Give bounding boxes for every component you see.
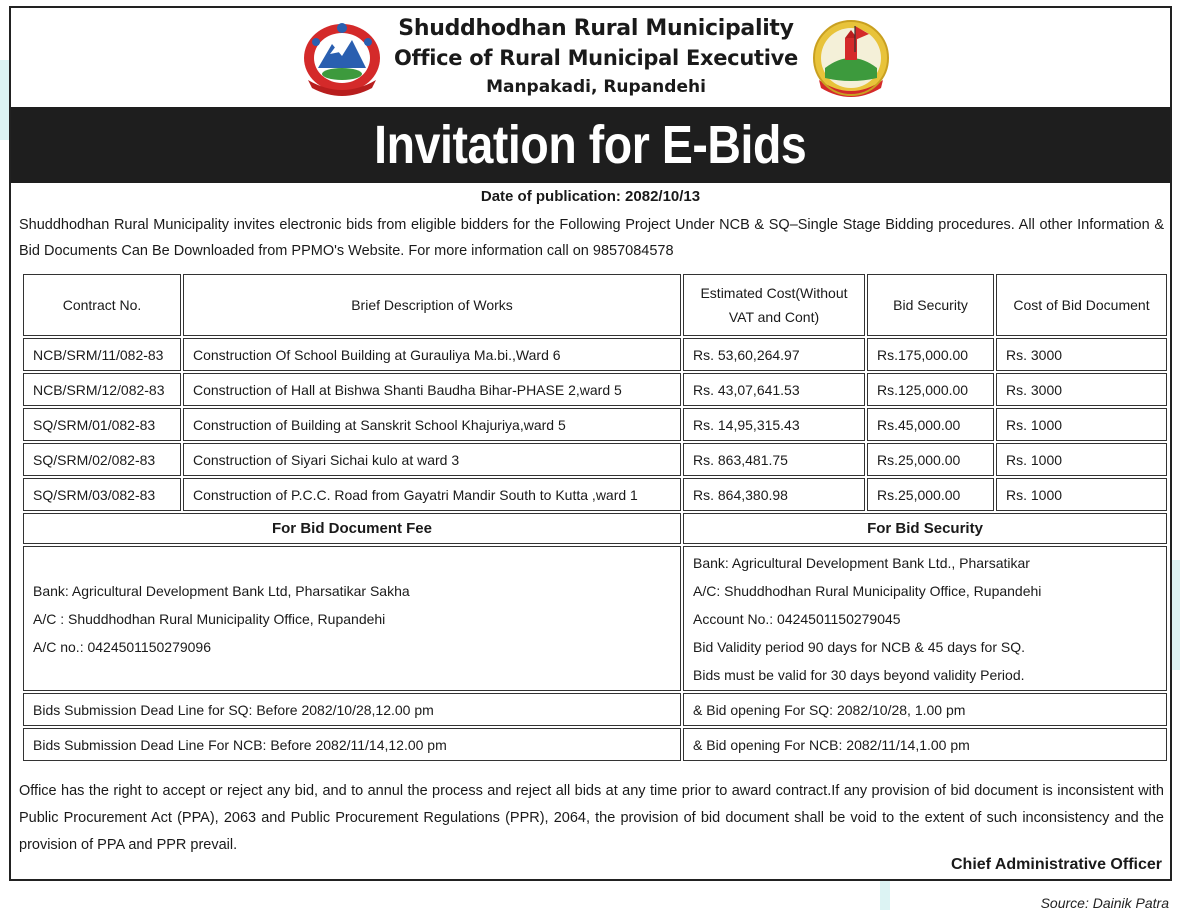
bids-table xyxy=(21,272,1169,763)
column-header: Brief Description of Works xyxy=(183,274,681,336)
bank-line: A/C : Shuddhodhan Rural Municipality Office, Rupandehi xyxy=(33,610,386,627)
bank-line: A/C: Shuddhodhan Rural Municipality Office, Rupandehi xyxy=(693,582,1042,599)
bid-security-heading: For Bid Security xyxy=(683,513,1167,544)
table-header-row xyxy=(23,274,1167,336)
column-header: Contract No. xyxy=(23,274,181,336)
bid-notice xyxy=(9,6,1172,881)
contract-no: SQ/SRM/02/082-83 xyxy=(23,443,181,476)
payment-section-header xyxy=(23,513,1167,544)
bid-document-cost: Rs. 3000 xyxy=(996,338,1167,371)
column-header: Bid Security xyxy=(867,274,994,336)
bid-fee-bank-details xyxy=(23,546,681,691)
bank-line: Bids must be valid for 30 days beyond validity Period. xyxy=(693,666,1025,683)
contract-no: SQ/SRM/03/082-83 xyxy=(23,478,181,511)
submission-deadline: Bids Submission Dead Line For NCB: Before 2082/11/14,12.00 pm xyxy=(23,728,681,761)
bank-line: Bid Validity period 90 days for NCB & 45 days for SQ. xyxy=(693,638,1026,655)
bid-document-cost: Rs. 1000 xyxy=(996,443,1167,476)
bank-line: Account No.: 0424501150279045 xyxy=(693,610,901,627)
contract-no: SQ/SRM/01/082-83 xyxy=(23,408,181,441)
bid-security: Rs.25,000.00 xyxy=(867,443,994,476)
intro-paragraph: Shuddhodhan Rural Municipality invites electronic bids from eligible bidders for the Following Project Under NCB & SQ–Single Stage Bidding procedures. All other Information & Bid Documents Can Be Downloaded from PPMO's Website. For more information call on 9857084578 xyxy=(19,217,1164,259)
office-heading xyxy=(391,14,801,101)
table-row xyxy=(23,338,1167,371)
estimated-cost: Rs. 53,60,264.97 xyxy=(683,338,865,371)
nepal-emblem-icon xyxy=(300,18,384,96)
bank-line: A/C no.: 0424501150279096 xyxy=(33,638,212,655)
work-description: Construction of Building at Sanskrit School Khajuriya,ward 5 xyxy=(183,408,681,441)
municipality-name: Shuddhodhan Rural Municipality xyxy=(398,16,794,41)
submission-deadline: Bids Submission Dead Line for SQ: Before 2082/10/28,12.00 pm xyxy=(23,693,681,726)
work-description: Construction Of School Building at Gurauliya Ma.bi.,Ward 6 xyxy=(183,338,681,371)
deadline-row xyxy=(23,693,1167,726)
bid-opening: & Bid opening For SQ: 2082/10/28, 1.00 pm xyxy=(683,693,1167,726)
municipality-logo-icon xyxy=(811,18,891,98)
bank-line: Bank: Agricultural Development Bank Ltd, Pharsatikar Sakha xyxy=(33,582,410,599)
table-row xyxy=(23,443,1167,476)
bid-security: Rs.25,000.00 xyxy=(867,478,994,511)
bid-document-cost: Rs. 1000 xyxy=(996,408,1167,441)
estimated-cost: Rs. 14,95,315.43 xyxy=(683,408,865,441)
bank-line: Bank: Agricultural Development Bank Ltd., Pharsatikar xyxy=(693,554,1030,571)
closing-paragraph: Office has the right to accept or reject any bid, and to annul the process and reject all bids at any time prior to award contract.If any provision of bid document is inconsistent with Public Procurement Act (PPA), 2063 and Public Procurement Regulations (PPR), 2064, the provision of bid document shall be void to the extent of such inconsistency and the provision of PPA and PPR prevail. xyxy=(19,783,1164,853)
notice-title: Invitation for E-Bids xyxy=(374,115,807,175)
estimated-cost: Rs. 43,07,641.53 xyxy=(683,373,865,406)
bid-fee-heading: For Bid Document Fee xyxy=(23,513,681,544)
deadline-row xyxy=(23,728,1167,761)
contract-no: NCB/SRM/11/082-83 xyxy=(23,338,181,371)
estimated-cost: Rs. 864,380.98 xyxy=(683,478,865,511)
bank-details-row xyxy=(23,546,1167,691)
column-header: Estimated Cost(Without VAT and Cont) xyxy=(683,274,865,336)
title-banner xyxy=(11,107,1170,183)
work-description: Construction of P.C.C. Road from Gayatri Mandir South to Kutta ,ward 1 xyxy=(183,478,681,511)
table-row xyxy=(23,373,1167,406)
notice-header xyxy=(11,8,1170,107)
bid-security: Rs.45,000.00 xyxy=(867,408,994,441)
bid-security: Rs.125,000.00 xyxy=(867,373,994,406)
work-description: Construction of Hall at Bishwa Shanti Baudha Bihar-PHASE 2,ward 5 xyxy=(183,373,681,406)
bid-document-cost: Rs. 3000 xyxy=(996,373,1167,406)
bid-opening: & Bid opening For NCB: 2082/11/14,1.00 pm xyxy=(683,728,1167,761)
bid-security-bank-details xyxy=(683,546,1167,691)
contract-no: NCB/SRM/12/082-83 xyxy=(23,373,181,406)
bid-security: Rs.175,000.00 xyxy=(867,338,994,371)
estimated-cost: Rs. 863,481.75 xyxy=(683,443,865,476)
table-row xyxy=(23,408,1167,441)
office-address: Manpakadi, Rupandehi xyxy=(486,77,706,97)
column-header: Cost of Bid Document xyxy=(996,274,1167,336)
publication-date: Date of publication: 2082/10/13 xyxy=(480,188,701,205)
office-name: Office of Rural Municipal Executive xyxy=(394,46,798,70)
bid-document-cost: Rs. 1000 xyxy=(996,478,1167,511)
work-description: Construction of Siyari Sichai kulo at ward 3 xyxy=(183,443,681,476)
source-credit: Source: Dainik Patra xyxy=(1040,895,1169,911)
table-row xyxy=(23,478,1167,511)
signatory-title: Chief Administrative Officer xyxy=(950,856,1162,873)
